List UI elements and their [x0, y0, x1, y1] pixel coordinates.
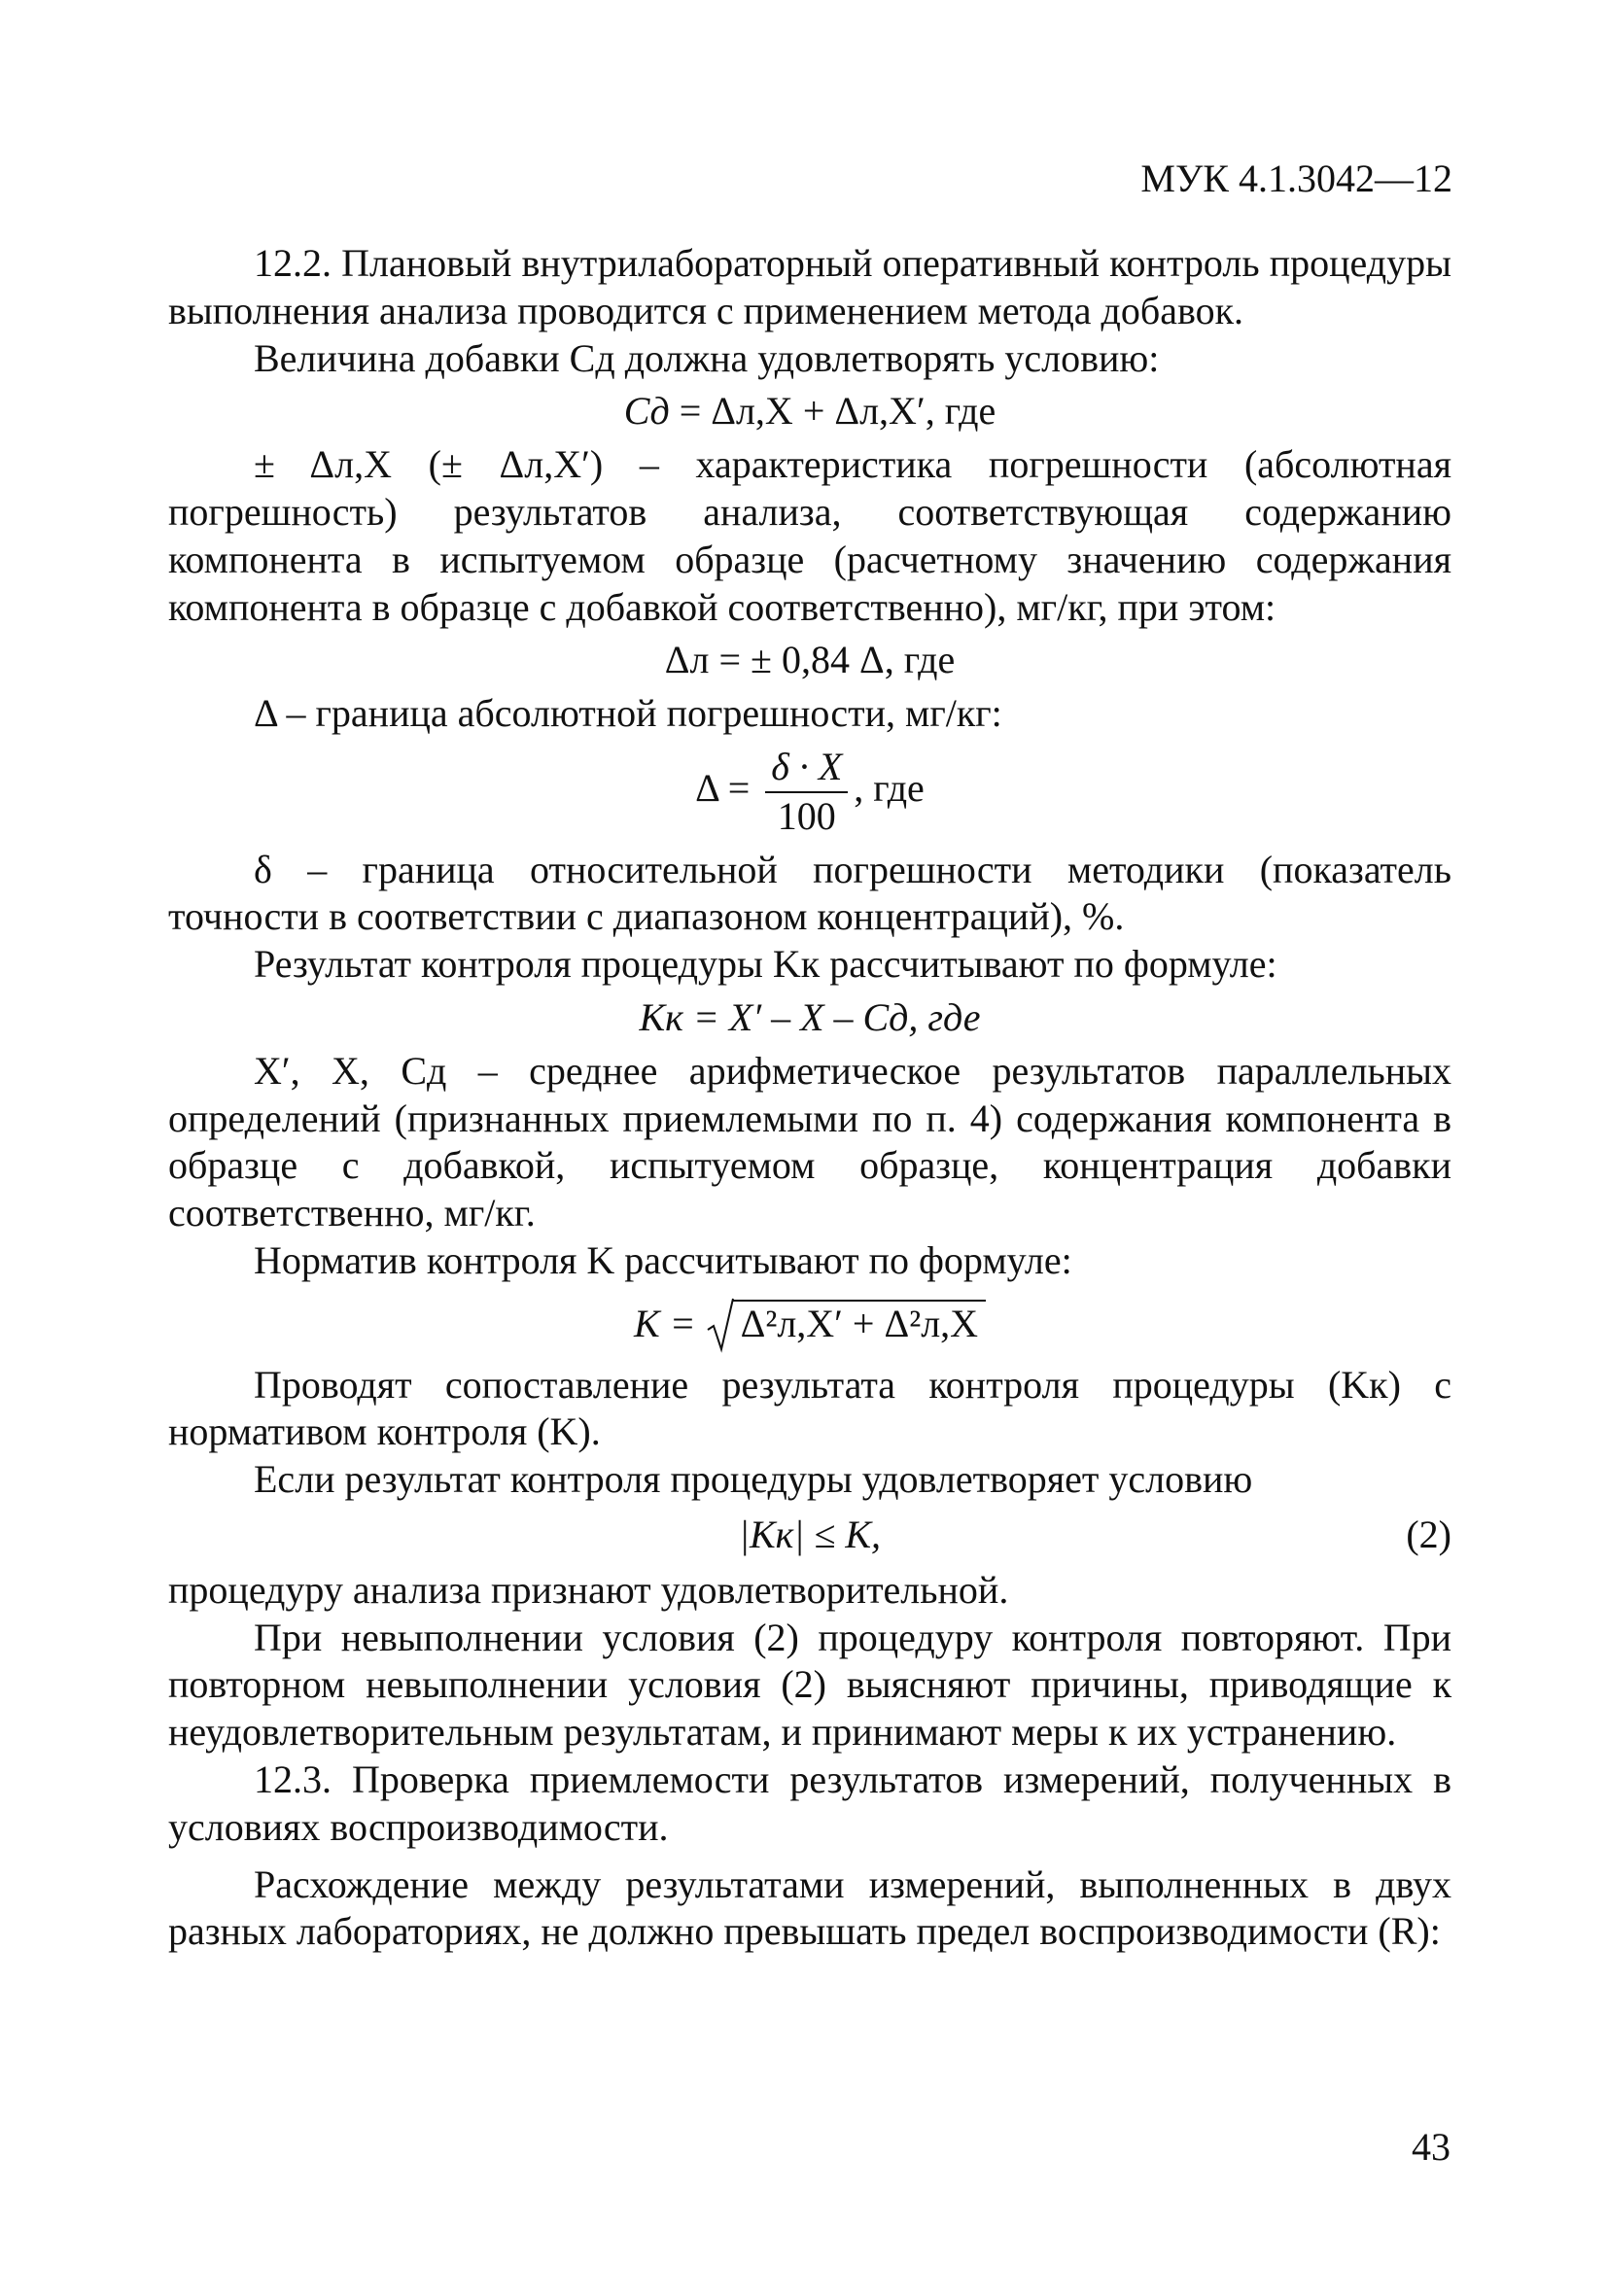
- paragraph-12-2: 12.2. Плановый внутрилабораторный оперативный контроль процедуры выполнения анализа проводится с применением метода добавок.: [168, 241, 1451, 332]
- paragraph-satisfactory: процедуру анализа признают удовлетворительной.: [168, 1567, 1009, 1612]
- paragraph-repeat-control: При невыполнении условия (2) процедуру контроля повторяют. При повторном невыполнении условия (2) выясняют причины, приводящие к неудовлетворительным результатам, и принимают меры к их устранению.: [168, 1615, 1451, 1755]
- formula-delta-tail: , где: [854, 765, 925, 810]
- formula-additive: [168, 388, 1451, 435]
- formula-control-norm: [168, 1301, 1451, 1348]
- paragraph-mean-values: X′, X, Cд – среднее арифметическое результатов параллельных определений (признанных приемлемыми по п. 4) содержания компонента в образце с добавкой, испытуемом образце, концентрация добавки соответственно, мг/кг.: [168, 1048, 1451, 1235]
- paragraph-additive-condition: Величина добавки Cд должна удовлетворять условию:: [254, 335, 1160, 380]
- fraction-denominator: 100: [777, 793, 836, 838]
- formula-norm-lhs: K =: [633, 1301, 696, 1345]
- formula-delta-l: Δл = ± 0,84 Δ, где: [664, 638, 956, 682]
- paragraph-absolute-error: Δ – граница абсолютной погрешности, мг/кг:: [254, 691, 1002, 736]
- formula-additive-lhs: Cд: [623, 389, 670, 434]
- formula-delta-lhs: Δ =: [695, 765, 751, 810]
- square-root: [706, 1301, 986, 1348]
- paragraph-error-characteristic: ± Δл,X (± Δл,X′) – характеристика погрешности (абсолютная погрешность) результатов анализа, соответствующая содержанию компонента в испытуемом образце (расчетному значению содержания компонента в образце с добавкой соответственно), мг/кг, при этом:: [168, 442, 1451, 629]
- document-code-header: МУК 4.1.3042—12: [1140, 157, 1452, 200]
- formula-control-result: Kк = X′ – X – Cд, где: [639, 994, 981, 1039]
- formula-additive-tail: , где: [925, 389, 996, 434]
- paragraph-condition: Если результат контроля процедуры удовлетворяет условию: [254, 1457, 1253, 1502]
- paragraph-control-norm: Норматив контроля K рассчитывают по формуле:: [254, 1237, 1072, 1282]
- fraction-numerator: δ · X: [765, 744, 848, 793]
- paragraph-comparison: Проводят сопоставление результата контроля процедуры (Kк) с нормативом контроля (K).: [168, 1362, 1451, 1454]
- condition-expression: |Kк| ≤ K,: [738, 1512, 881, 1556]
- page-content: [168, 240, 1451, 1956]
- formula-condition-2: [168, 1512, 1451, 1559]
- formula-delta: [168, 744, 1451, 841]
- formula-additive-rhs: = Δл,X + Δл,X′: [679, 389, 926, 434]
- paragraph-discrepancy: Расхождение между результатами измерений, выполненных в двух разных лабораториях, не должно превышать предел воспроизводимости (R):: [168, 1861, 1451, 1954]
- radical-sign-icon: [706, 1295, 735, 1353]
- radicand: Δ²л,X′ + Δ²л,X: [733, 1300, 986, 1345]
- paragraph-control-result: Результат контроля процедуры Kк рассчитывают по формуле:: [254, 942, 1277, 987]
- paragraph-12-3: 12.3. Проверка приемлемости результатов измерений, полученных в условиях воспроизводимости.: [168, 1757, 1451, 1849]
- equation-number: (2): [1406, 1512, 1451, 1556]
- page-number: 43: [1412, 2125, 1451, 2169]
- formula-delta-fraction: [765, 744, 848, 841]
- paragraph-relative-error: δ – граница относительной погрешности методики (показатель точности в соответствии с диапазоном концентраций), %.: [168, 847, 1451, 939]
